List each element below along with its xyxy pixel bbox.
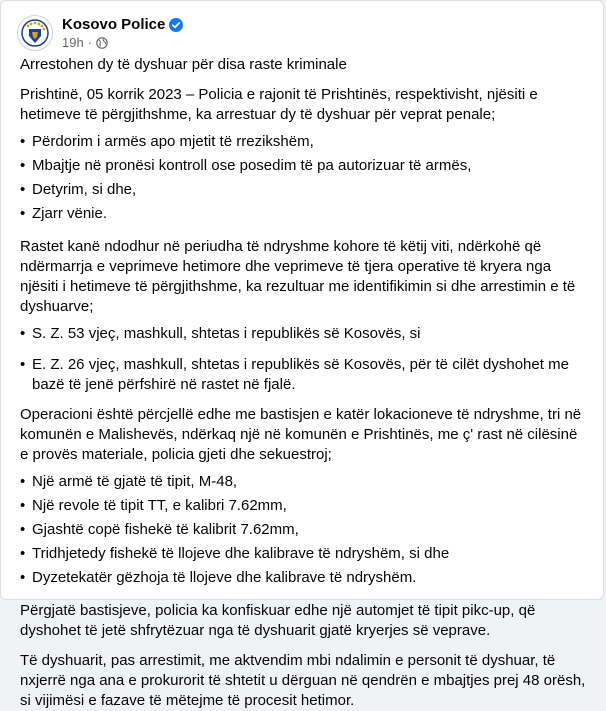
post-paragraph: Të dyshuarit, pas arrestimit, me aktvendim mbi ndalimin e personit të dyshuar, të nxjerrë nga ana e prokurorit të shtetit u dërguan në qendrën e mbajtjes prej 48 orësh, si vijimësi e fazave të mëtejme të procesit hetimor.: [20, 652, 586, 709]
post-paragraph: Operacioni është përcjellë edhe me bastisjen e katër lokacioneve të ndryshme, tri në komunën e Malishevës, ndërkaq një në komunën e Prishtinës, me ç' rast në cilësinë e provës materiale, policia gjeti dhe sekuestroj;: [20, 406, 582, 463]
seized-items-list: [20, 471, 586, 591]
list-item: • Një armë të gjatë të tipit, M-48,: [20, 471, 586, 495]
post-body: [20, 55, 586, 711]
suspect-list: [20, 323, 586, 347]
page-name[interactable]: Kosovo Police: [62, 16, 166, 33]
list-item: • Mbajtje në pronësi kontroll ose posedim të pa autorizuar të armës,: [20, 155, 586, 179]
suspect-list: [20, 355, 586, 395]
post-paragraph: Rastet kanë ndodhur në periudha të ndryshme kohore të këtij viti, ndërkohë që ndërmarrja e veprimeve hetimore dhe veprimeve të tjera operative të kryera nga njësiti i hetimeve të përgjithshme, ka rezultuar me identifikimin si dhe arrestimin e të dyshuarve;: [20, 238, 576, 315]
list-item: • Një revole të tipit TT, e kalibri 7.62mm,: [20, 495, 586, 519]
list-item: • Gjashtë copë fishekë të kalibrit 7.62mm,: [20, 519, 586, 543]
post-header: [17, 11, 183, 55]
list-item: • S. Z. 53 vjeç, mashkull, shtetas i republikës së Kosovës, si: [20, 323, 586, 347]
list-item: • Dyzetekatër gëzhoja të llojeve dhe kalibrave të ndryshëm.: [20, 567, 586, 591]
separator-dot: ·: [87, 35, 93, 50]
post-paragraph: Përgjatë bastisjeve, policia ka konfiskuar edhe një automjet të tipit pikc-up, që dyshohet të jetë shfrytëzuar nga të dyshuarit gjatë kryerjes së veprave.: [20, 602, 536, 639]
kosovo-police-badge-icon: [20, 18, 50, 48]
list-item: • Tridhjetedy fishekë të llojeve dhe kalibrave të ndryshëm, si dhe: [20, 543, 586, 567]
verified-badge-icon: [169, 18, 183, 32]
list-item: • Detyrim, si dhe,: [20, 179, 586, 203]
list-item: • Përdorim i armës apo mjetit të rrezikshëm,: [20, 131, 586, 155]
post-title: Arrestohen dy të dyshuar për disa raste kriminale: [20, 56, 347, 73]
page-avatar[interactable]: [17, 15, 53, 51]
post-intro: Prishtinë, 05 korrik 2023 – Policia e rajonit të Prishtinës, respektivisht, njësiti e hetimeve të përgjithshme, ka arrestuar dy të dyshuar për veprat penale;: [20, 86, 538, 123]
globe-icon: [96, 37, 108, 49]
list-item: • E. Z. 26 vjeç, mashkull, shtetas i republikës së Kosovës, për të cilët dyshohet me bazë të jenë përfshirë në rastet në fjalë.: [20, 355, 586, 395]
post-timestamp[interactable]: 19h: [62, 35, 84, 50]
charges-list: [20, 131, 586, 227]
list-item: • Zjarr vënie.: [20, 203, 586, 227]
